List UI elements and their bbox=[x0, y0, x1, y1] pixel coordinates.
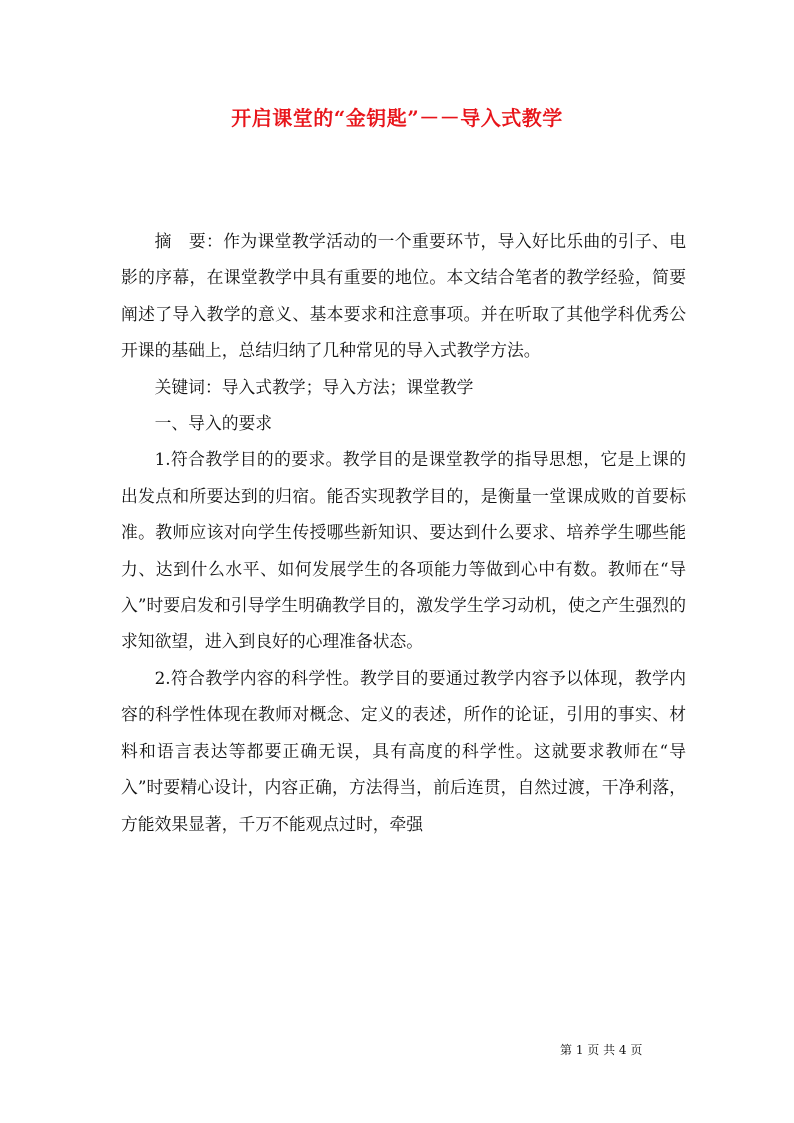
keywords-paragraph: 关键词：导入式教学；导入方法；课堂教学 bbox=[154, 376, 474, 397]
document-title: 开启课堂的“金钥匙”－－导入式教学 bbox=[231, 106, 563, 130]
abstract-paragraph: 摘 要：作为课堂教学活动的一个重要环节，导入好比乐曲的引子、电影的序幕，在课堂教学中具有重要的地位。本文结合笔者的教学经验，简要阐述了导入教学的意义、基本要求和注意事项。并在听取了其他学科优秀公开课的基础上，总结归纳了几种常见的导入式教学方法。 bbox=[121, 231, 686, 361]
body-paragraph: 2.符合教学内容的科学性。教学目的要通过教学内容予以体现，教学内容的科学性体现在教师对概念、定义的表述，所作的论证，引用的事实、材料和语言表达等都要正确无误，具有高度的科学性。这就要求教师在“导入”时要精心设计，内容正确，方法得当，前后连贯，自然过渡，干净利落，方能效果显著，千万不能观点过时，牵强 bbox=[121, 667, 686, 834]
section-heading: 一、导入的要求 bbox=[154, 413, 273, 434]
page-number-footer: 第 1 页 共 4 页 bbox=[560, 1043, 643, 1057]
document-body bbox=[121, 223, 686, 842]
body-paragraph: 1.符合教学目的的要求。教学目的是课堂教学的指导思想，它是上课的出发点和所要达到的归宿。能否实现教学目的，是衡量一堂课成败的首要标准。教师应该对向学生传授哪些新知识、要达到什么要求、培养学生哪些能力、达到什么水平、如何发展学生的各项能力等做到心中有数。教师在“导入”时要启发和引导学生明确教学目的，激发学生学习动机，使之产生强烈的求知欲望，进入到良好的心理准备状态。 bbox=[121, 449, 686, 652]
